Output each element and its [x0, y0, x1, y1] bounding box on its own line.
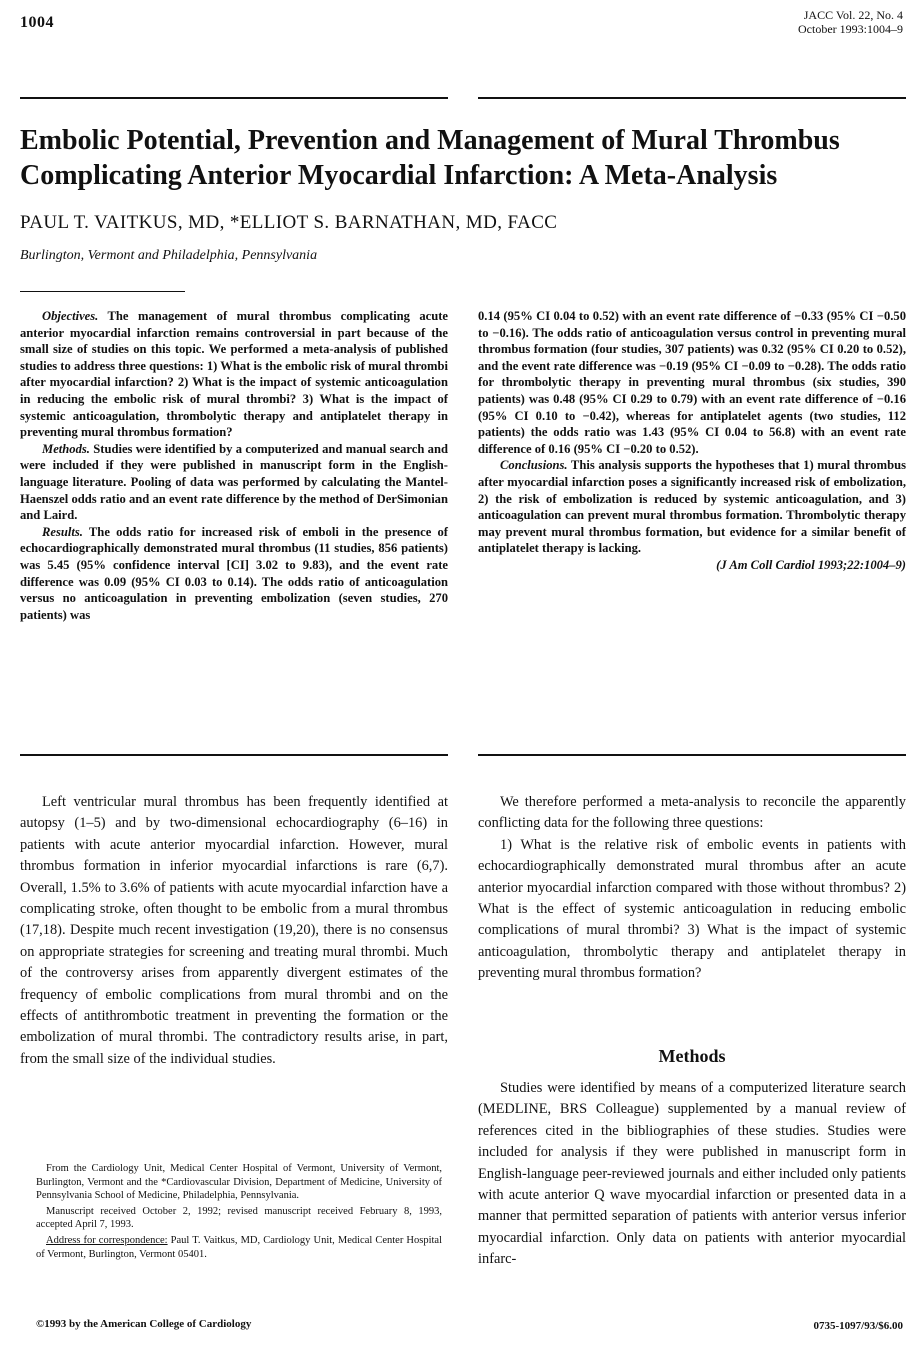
abstract-rule-right	[478, 754, 906, 756]
address-label: Address for correspondence:	[46, 1234, 168, 1246]
abstract-right-column	[478, 308, 906, 574]
methods-section	[478, 1078, 906, 1271]
abstract-left-column	[20, 308, 448, 623]
abstract-rule-top	[20, 291, 185, 292]
top-rule-left	[20, 97, 448, 99]
results-label: Results.	[42, 524, 83, 539]
page-number: 1004	[20, 14, 54, 31]
results-text: The odds ratio for increased risk of emboli in the presence of echocardiographically demonstrated mural thrombus (11 studies, 856 patients) was 5.45 (95% confidence interval [CI] 3.02 to 9.83), and the event rate difference was 0.09 (95% CI 0.03 to 0.14). The odds ratio of anticoagulation versus no anticoagulation in preventing embolization (seven studies, 270 patients) was	[20, 524, 448, 622]
footnote-affiliations: From the Cardiology Unit, Medical Center Hospital of Vermont, University of Vermont, Burlington, Vermont and the *Cardiovascular Division, Department of Medicine, University of Pennsylvania School of Medicine, Philadelphia, Pennsylvania.	[36, 1163, 442, 1202]
objectives-label: Objectives.	[42, 309, 99, 323]
abstract-citation: (J Am Coll Cardiol 1993;22:1004–9)	[716, 557, 906, 572]
methods-heading: Methods	[658, 1046, 726, 1066]
journal-issue: October 1993:1004–9	[798, 22, 903, 36]
abstract-methods	[20, 441, 448, 524]
footnote-address	[36, 1234, 442, 1261]
footnote	[36, 1162, 442, 1263]
methods-paragraph: Studies were identified by means of a computerized literature search (MEDLINE, BRS Colleague) supplemented by a manual review of references cited in the bibliographies of these studies. Studies were included for analysis if they were published in manuscript form in English-language peer-reviewed journals and either included only patients with acute anterior Q wave myocardial infarction or presented data in a manner that permitted separation of patients with anterior versus inferior myocardial infarction. Only data on patients with anterior myocardial infarc-	[478, 1080, 906, 1268]
footnote-received: Manuscript received October 2, 1992; revised manuscript received February 8, 1993, accepted April 7, 1993.	[36, 1205, 442, 1231]
affiliation: Burlington, Vermont and Philadelphia, Pennsylvania	[20, 248, 318, 263]
questions-paragraph: 1) What is the relative risk of embolic events in patients with echocardiographically demonstrated mural thrombus after an acute anterior myocardial infarction compared with those without thrombus? 2) What is the effect of systemic anticoagulation in reducing embolic complications of mural thrombi? 3) What is the impact of systemic anticoagulation, thrombolytic therapy and antiplatelet therapy in preventing mural thrombus formation?	[478, 836, 906, 982]
journal-volume: JACC Vol. 22, No. 4	[803, 8, 903, 22]
body-right-column	[478, 792, 906, 985]
article-code: 0735-1097/93/$6.00	[813, 1320, 903, 1332]
journal-info	[798, 8, 903, 36]
methods-label: Methods.	[42, 441, 90, 456]
methods-text: Studies were identified by a computerized and manual search and were included if they were published in manuscript form in the English-language literature. Pooling of data was performed by calculating the Mantel-Haenszel odds ratio and an event rate difference by the method of DerSimonian and Laird.	[20, 441, 448, 523]
copyright: ©1993 by the American College of Cardiology	[36, 1318, 252, 1330]
conclusions-text: This analysis supports the hypotheses that 1) mural thrombus after myocardial infarction poses a significantly increased risk of embolization, 2) the risk of embolization is reduced by systemic anticoagulation, and 3) anticoagulation can prevent mural thrombus formation. Thrombolytic therapy may prevent mural thrombus formation, but evidence for a similar benefit of antiplatelet therapy is lacking.	[478, 458, 906, 556]
abstract-rule-left	[20, 754, 448, 756]
conclusions-label: Conclusions.	[500, 458, 568, 473]
abstract-results-continued: 0.14 (95% CI 0.04 to 0.52) with an event rate difference of −0.33 (95% CI −0.50 to −0.16). The odds ratio of anticoagulation versus control in preventing mural thrombus formation (four studies, 307 patients) was 0.32 (95% CI 0.20 to 0.52), and the event rate difference was −0.19 (95% CI −0.09 to −0.28). The odds ratio for thrombolytic therapy in preventing mural thrombus (six studies, 390 patients) was 0.48 (95% CI 0.29 to 0.79) with an event rate difference of −0.16 (95% CI 0.10 to −0.42), whereas for antiplatelet agents (two studies, 112 patients) the odds ratio was 1.43 (95% CI 0.04 to 56.8) with an event rate difference of 0.16 (95% CI −0.20 to 0.52).	[478, 309, 906, 456]
abstract-objectives	[20, 308, 448, 441]
objectives-text: The management of mural thrombus complicating acute anterior myocardial infarction remains controversial in part because of the small size of studies on this topic. We performed a meta-analysis of published studies to address three questions: 1) What is the embolic risk of mural thrombi after myocardial infarction? 2) What is the impact of systemic anticoagulation in reducing the embolic risk of mural thrombi? 3) What is the impact of systemic anticoagulation, thrombolytic therapy and antiplatelet therapy in preventing mural thrombus formation?	[20, 309, 448, 440]
address-text: Paul T. Vaitkus, MD, Cardiology Unit, Medical Center Hospital of Vermont, Burlington, Vermont 05401.	[36, 1234, 442, 1260]
abstract-results	[20, 524, 448, 624]
intro-paragraph: Left ventricular mural thrombus has been frequently identified at autopsy (1–5) and by two-dimensional echocardiography (6–16) in patients with acute anterior myocardial infarction. However, mural thrombus formation in inferior myocardial infarctions is rare (6,7). Overall, 1.5% to 3.6% of patients with acute myocardial infarction have a complicating stroke, often thought to be embolic from a mural thrombus (17,18). Despite much recent investigation (19,20), there is no consensus on appropriate strategies for screening and treating mural thrombi. Much of the controversy arises from apparently divergent estimates of the frequency of embolic complications from mural thrombi and on the effects of antithrombotic treatment in preventing the formation or the embolization of mural thrombi. The contradictory results arise, in part, from the small size of the individual studies.	[20, 794, 448, 1067]
abstract-conclusions	[478, 457, 906, 557]
body-left-column	[20, 792, 448, 1070]
aims-paragraph: We therefore performed a meta-analysis to reconcile the apparently conflicting data for the following three questions:	[478, 794, 906, 832]
top-rule-right	[478, 97, 906, 99]
article-title: Embolic Potential, Prevention and Management of Mural Thrombus Complicating Anterior Myocardial Infarction: A Meta-Analysis	[20, 125, 840, 191]
authors: PAUL T. VAITKUS, MD, *ELLIOT S. BARNATHAN, MD, FACC	[20, 212, 558, 233]
